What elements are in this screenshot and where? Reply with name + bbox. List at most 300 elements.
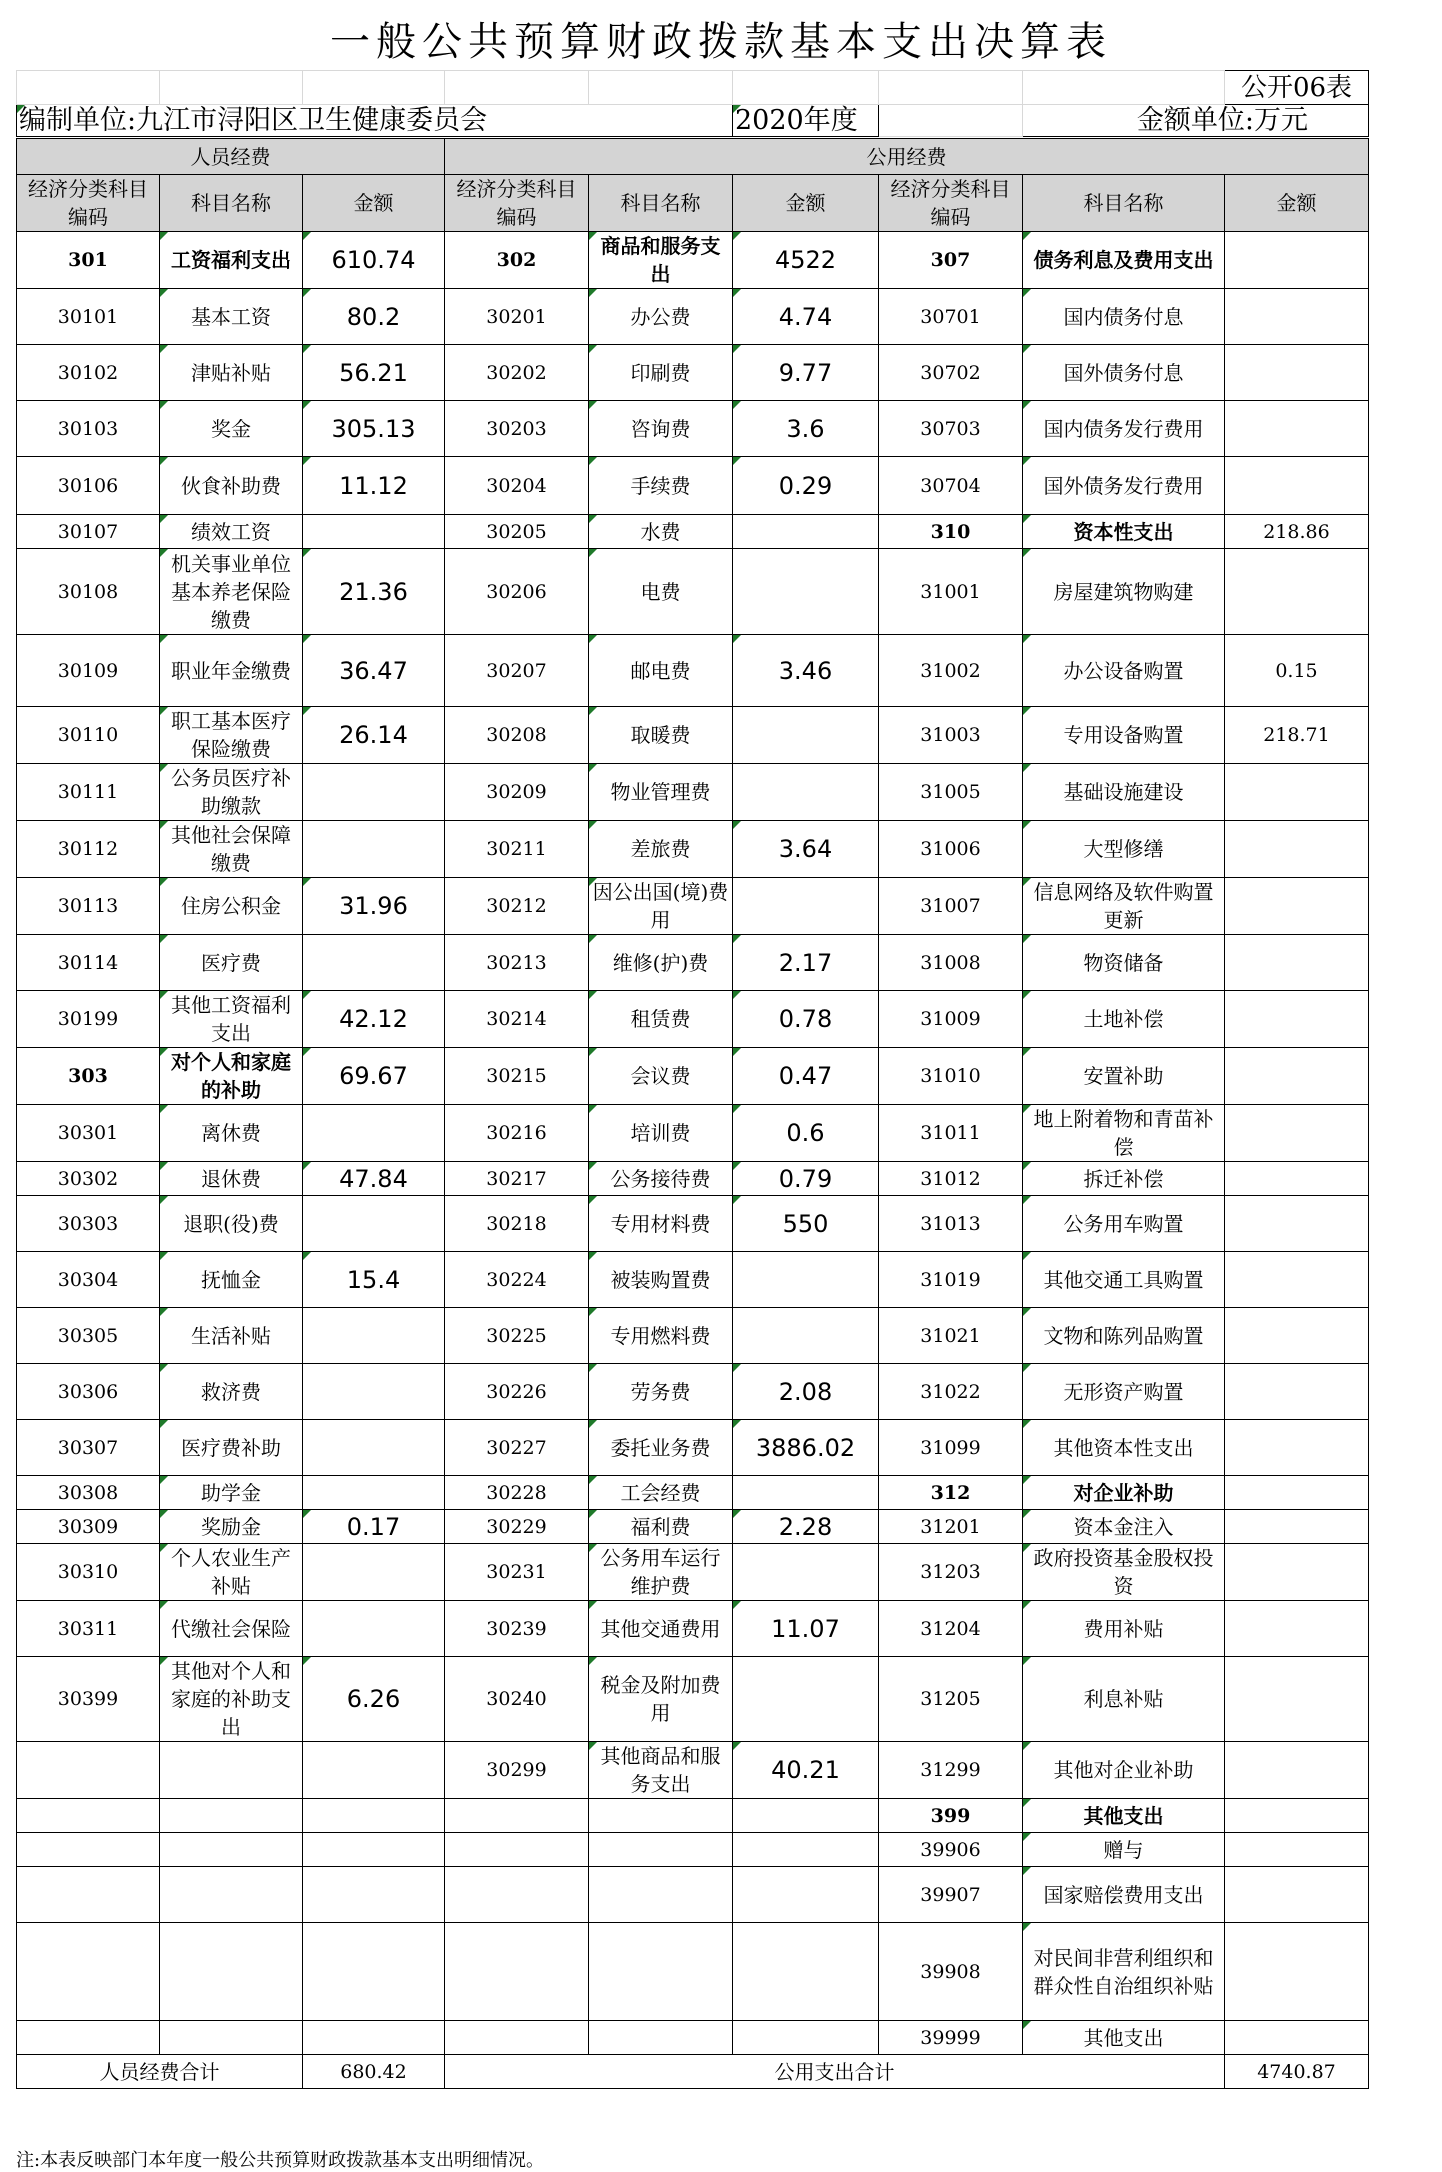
account-name: 对企业补助 [1023, 1476, 1225, 1510]
table-row [17, 232, 1369, 289]
amount: 11.12 [303, 457, 445, 515]
account-name: 赠与 [1023, 1833, 1225, 1867]
amount [303, 764, 445, 821]
amount: 36.47 [303, 635, 445, 707]
account-name: 公务接待费 [589, 1162, 733, 1196]
amount [733, 1476, 879, 1510]
amount [1225, 1252, 1369, 1308]
meta-row-unit [17, 105, 1369, 137]
account-code: 30299 [445, 1742, 589, 1799]
amount [303, 1601, 445, 1657]
account-name [160, 1799, 303, 1833]
table-row [17, 1742, 1369, 1799]
amount [1225, 1867, 1369, 1923]
personnel-total-label: 人员经费合计 [17, 2055, 303, 2089]
amount [733, 1799, 879, 1833]
account-name: 奖励金 [160, 1510, 303, 1544]
account-name: 个人农业生产补贴 [160, 1544, 303, 1601]
amount: 42.12 [303, 991, 445, 1048]
account-name: 基本工资 [160, 289, 303, 345]
account-code: 30228 [445, 1476, 589, 1510]
account-code: 30399 [17, 1657, 160, 1742]
account-name: 地上附着物和青苗补偿 [1023, 1105, 1225, 1162]
account-name: 住房公积金 [160, 878, 303, 935]
amount: 11.07 [733, 1601, 879, 1657]
table-row [17, 401, 1369, 457]
amount [303, 2021, 445, 2055]
amount: 21.36 [303, 549, 445, 635]
table-row [17, 1364, 1369, 1420]
amount: 3.64 [733, 821, 879, 878]
amount: 610.74 [303, 232, 445, 289]
account-name [160, 2021, 303, 2055]
account-code: 30114 [17, 935, 160, 991]
account-code: 30218 [445, 1196, 589, 1252]
account-code: 31008 [879, 935, 1023, 991]
account-code: 30215 [445, 1048, 589, 1105]
account-code: 31011 [879, 1105, 1023, 1162]
account-name: 其他资本性支出 [1023, 1420, 1225, 1476]
amount: 550 [733, 1196, 879, 1252]
account-code: 31203 [879, 1544, 1023, 1601]
account-code: 30704 [879, 457, 1023, 515]
account-code: 30701 [879, 289, 1023, 345]
account-name: 费用补贴 [1023, 1601, 1225, 1657]
account-name: 其他对个人和家庭的补助支出 [160, 1657, 303, 1742]
table-row [17, 1657, 1369, 1742]
account-name: 工会经费 [589, 1476, 733, 1510]
col-header-name: 科目名称 [160, 175, 303, 232]
report-year: 2020年度 [733, 105, 879, 137]
account-name [589, 1799, 733, 1833]
amount: 218.86 [1225, 515, 1369, 549]
amount [303, 1364, 445, 1420]
account-code: 31001 [879, 549, 1023, 635]
expenditure-table [16, 138, 1369, 2089]
account-code: 39906 [879, 1833, 1023, 1867]
account-name: 其他商品和服务支出 [589, 1742, 733, 1799]
account-code: 30213 [445, 935, 589, 991]
unit-label: 编制单位: [19, 104, 137, 136]
account-code: 302 [445, 232, 589, 289]
account-name: 大型修缮 [1023, 821, 1225, 878]
account-code: 30301 [17, 1105, 160, 1162]
amount: 305.13 [303, 401, 445, 457]
account-code [17, 1742, 160, 1799]
account-name: 生活补贴 [160, 1308, 303, 1364]
amount: 3.6 [733, 401, 879, 457]
account-code: 30207 [445, 635, 589, 707]
account-name: 退职(役)费 [160, 1196, 303, 1252]
amount [303, 821, 445, 878]
account-name: 利息补贴 [1023, 1657, 1225, 1742]
amount [1225, 1196, 1369, 1252]
account-name: 手续费 [589, 457, 733, 515]
account-name: 津贴补贴 [160, 345, 303, 401]
account-code: 31006 [879, 821, 1023, 878]
report-title: 一般公共预算财政拨款基本支出决算表 [330, 19, 1112, 65]
amount [1225, 1162, 1369, 1196]
amount: 4.74 [733, 289, 879, 345]
account-name: 伙食补助费 [160, 457, 303, 515]
account-code: 30206 [445, 549, 589, 635]
account-name: 培训费 [589, 1105, 733, 1162]
account-name: 印刷费 [589, 345, 733, 401]
account-name [589, 1923, 733, 2021]
amount [733, 549, 879, 635]
col-header-code: 经济分类科目编码 [445, 175, 589, 232]
account-code: 30106 [17, 457, 160, 515]
table-row [17, 1252, 1369, 1308]
account-code: 30226 [445, 1364, 589, 1420]
amount [733, 1833, 879, 1867]
account-name: 会议费 [589, 1048, 733, 1105]
account-name: 专用燃料费 [589, 1308, 733, 1364]
account-code: 31003 [879, 707, 1023, 764]
amount [733, 764, 879, 821]
account-name: 公务用车运行维护费 [589, 1544, 733, 1601]
amount: 15.4 [303, 1252, 445, 1308]
account-code: 31009 [879, 991, 1023, 1048]
account-name: 国外债务付息 [1023, 345, 1225, 401]
account-name: 邮电费 [589, 635, 733, 707]
table-row [17, 878, 1369, 935]
table-row [17, 1799, 1369, 1833]
account-name [589, 1833, 733, 1867]
account-code [445, 1923, 589, 2021]
account-code: 30112 [17, 821, 160, 878]
account-code: 30311 [17, 1601, 160, 1657]
account-name: 医疗费补助 [160, 1420, 303, 1476]
account-name: 工资福利支出 [160, 232, 303, 289]
account-name: 办公费 [589, 289, 733, 345]
account-name [160, 1867, 303, 1923]
account-name: 租赁费 [589, 991, 733, 1048]
amount: 0.6 [733, 1105, 879, 1162]
footnote: 注:本表反映部门本年度一般公共预算财政拨款基本支出明细情况。 [16, 2150, 545, 2171]
account-name: 福利费 [589, 1510, 733, 1544]
amount [303, 1742, 445, 1799]
account-code: 30302 [17, 1162, 160, 1196]
amount [733, 878, 879, 935]
account-code: 30225 [445, 1308, 589, 1364]
table-row [17, 1833, 1369, 1867]
account-name: 电费 [589, 549, 733, 635]
account-code: 31013 [879, 1196, 1023, 1252]
account-name [160, 1742, 303, 1799]
amount [303, 1105, 445, 1162]
table-row [17, 935, 1369, 991]
amount: 56.21 [303, 345, 445, 401]
amount: 0.15 [1225, 635, 1369, 707]
account-name: 拆迁补偿 [1023, 1162, 1225, 1196]
account-code: 310 [879, 515, 1023, 549]
amount: 40.21 [733, 1742, 879, 1799]
amount [733, 1308, 879, 1364]
account-code: 30202 [445, 345, 589, 401]
account-code: 30199 [17, 991, 160, 1048]
account-name: 国家赔偿费用支出 [1023, 1867, 1225, 1923]
amount [733, 1867, 879, 1923]
amount [1225, 1364, 1369, 1420]
table-row [17, 635, 1369, 707]
account-name: 奖金 [160, 401, 303, 457]
table-row [17, 345, 1369, 401]
table-row [17, 1544, 1369, 1601]
amount: 0.29 [733, 457, 879, 515]
account-code: 30103 [17, 401, 160, 457]
account-name: 救济费 [160, 1364, 303, 1420]
account-name: 其他工资福利支出 [160, 991, 303, 1048]
amount [733, 1923, 879, 2021]
amount: 4522 [733, 232, 879, 289]
account-name: 税金及附加费用 [589, 1657, 733, 1742]
amount: 80.2 [303, 289, 445, 345]
table-row [17, 1420, 1369, 1476]
account-name [589, 2021, 733, 2055]
account-code: 30204 [445, 457, 589, 515]
account-code: 30217 [445, 1162, 589, 1196]
amount [303, 1867, 445, 1923]
account-code: 30205 [445, 515, 589, 549]
account-name: 国内债务付息 [1023, 289, 1225, 345]
amount [733, 707, 879, 764]
account-name: 其他支出 [1023, 1799, 1225, 1833]
account-code: 30305 [17, 1308, 160, 1364]
amount [1225, 1510, 1369, 1544]
account-code: 30309 [17, 1510, 160, 1544]
amount [1225, 2021, 1369, 2055]
account-name: 公务用车购置 [1023, 1196, 1225, 1252]
account-code: 30307 [17, 1420, 160, 1476]
account-code: 31002 [879, 635, 1023, 707]
account-code: 303 [17, 1048, 160, 1105]
account-code: 30303 [17, 1196, 160, 1252]
account-name: 因公出国(境)费用 [589, 878, 733, 935]
amount: 26.14 [303, 707, 445, 764]
amount [1225, 1923, 1369, 2021]
account-code [445, 2021, 589, 2055]
table-row [17, 1923, 1369, 2021]
account-code [17, 1923, 160, 2021]
account-name: 职业年金缴费 [160, 635, 303, 707]
account-code: 31201 [879, 1510, 1023, 1544]
account-code: 31299 [879, 1742, 1023, 1799]
amount [1225, 935, 1369, 991]
account-code: 39907 [879, 1867, 1023, 1923]
account-code: 30229 [445, 1510, 589, 1544]
personnel-total: 680.42 [303, 2055, 445, 2089]
table-row [17, 1867, 1369, 1923]
account-name: 公务员医疗补助缴款 [160, 764, 303, 821]
account-code: 301 [17, 232, 160, 289]
account-code: 30203 [445, 401, 589, 457]
table-row [17, 515, 1369, 549]
account-code: 30108 [17, 549, 160, 635]
amount [1225, 1657, 1369, 1742]
account-name: 代缴社会保险 [160, 1601, 303, 1657]
amount: 0.17 [303, 1510, 445, 1544]
amount [733, 2021, 879, 2055]
account-code: 399 [879, 1799, 1023, 1833]
account-name: 资本金注入 [1023, 1510, 1225, 1544]
account-name: 差旅费 [589, 821, 733, 878]
amount [303, 1308, 445, 1364]
account-code [17, 1833, 160, 1867]
account-code: 31204 [879, 1601, 1023, 1657]
table-row [17, 1048, 1369, 1105]
account-code: 31012 [879, 1162, 1023, 1196]
account-name: 基础设施建设 [1023, 764, 1225, 821]
amount: 218.71 [1225, 707, 1369, 764]
totals-row [17, 2055, 1369, 2089]
account-name: 被装购置费 [589, 1252, 733, 1308]
account-name: 委托业务费 [589, 1420, 733, 1476]
table-row [17, 289, 1369, 345]
account-name: 助学金 [160, 1476, 303, 1510]
account-name: 职工基本医疗保险缴费 [160, 707, 303, 764]
account-name: 资本性支出 [1023, 515, 1225, 549]
account-name: 专用材料费 [589, 1196, 733, 1252]
col-header-name: 科目名称 [589, 175, 733, 232]
col-header-code: 经济分类科目编码 [879, 175, 1023, 232]
account-code: 30102 [17, 345, 160, 401]
amount: 3886.02 [733, 1420, 879, 1476]
account-name: 办公设备购置 [1023, 635, 1225, 707]
account-name: 其他交通工具购置 [1023, 1252, 1225, 1308]
account-code: 30113 [17, 878, 160, 935]
table-row [17, 1162, 1369, 1196]
account-code: 31021 [879, 1308, 1023, 1364]
amount: 9.77 [733, 345, 879, 401]
amount [303, 1923, 445, 2021]
account-code [17, 1799, 160, 1833]
amount [733, 1544, 879, 1601]
amount [1225, 991, 1369, 1048]
amount: 2.28 [733, 1510, 879, 1544]
table-row [17, 1476, 1369, 1510]
account-code: 31019 [879, 1252, 1023, 1308]
amount [1225, 878, 1369, 935]
account-code: 39908 [879, 1923, 1023, 2021]
account-code: 30211 [445, 821, 589, 878]
account-code: 31099 [879, 1420, 1023, 1476]
account-name: 国外债务发行费用 [1023, 457, 1225, 515]
meta-row-form [17, 71, 1369, 105]
account-name: 国内债务发行费用 [1023, 401, 1225, 457]
account-name: 商品和服务支出 [589, 232, 733, 289]
account-code: 30109 [17, 635, 160, 707]
account-name [589, 1867, 733, 1923]
account-code: 30308 [17, 1476, 160, 1510]
account-name: 维修(护)费 [589, 935, 733, 991]
amount [1225, 1833, 1369, 1867]
table-row [17, 1601, 1369, 1657]
amount [1225, 289, 1369, 345]
section-header-row [17, 139, 1369, 175]
section-public: 公用经费 [445, 139, 1369, 175]
unit-name: 九江市浔阳区卫生健康委员会 [136, 104, 488, 136]
amount [1225, 1799, 1369, 1833]
account-code: 30208 [445, 707, 589, 764]
account-name: 物资储备 [1023, 935, 1225, 991]
amount [1225, 1105, 1369, 1162]
account-name: 其他交通费用 [589, 1601, 733, 1657]
account-code: 30239 [445, 1601, 589, 1657]
meta-table [16, 70, 1369, 137]
table-row [17, 991, 1369, 1048]
amount [733, 1657, 879, 1742]
account-name: 退休费 [160, 1162, 303, 1196]
col-header-name: 科目名称 [1023, 175, 1225, 232]
account-code: 30702 [879, 345, 1023, 401]
account-code: 31022 [879, 1364, 1023, 1420]
account-name: 对民间非营利组织和群众性自治组织补贴 [1023, 1923, 1225, 2021]
public-total: 4740.87 [1225, 2055, 1369, 2089]
account-name: 对个人和家庭的补助 [160, 1048, 303, 1105]
account-name: 房屋建筑物购建 [1023, 549, 1225, 635]
account-name: 其他支出 [1023, 2021, 1225, 2055]
table-row [17, 764, 1369, 821]
account-code: 30227 [445, 1420, 589, 1476]
amount [1225, 1420, 1369, 1476]
amount [1225, 1476, 1369, 1510]
account-code: 30224 [445, 1252, 589, 1308]
col-header-amount: 金额 [733, 175, 879, 232]
account-name: 政府投资基金股权投资 [1023, 1544, 1225, 1601]
account-code: 30212 [445, 878, 589, 935]
amount: 47.84 [303, 1162, 445, 1196]
amount [1225, 1308, 1369, 1364]
amount [1225, 401, 1369, 457]
account-code: 30306 [17, 1364, 160, 1420]
account-code: 30214 [445, 991, 589, 1048]
amount [303, 1833, 445, 1867]
table-row [17, 1196, 1369, 1252]
amount: 0.47 [733, 1048, 879, 1105]
amount [303, 1544, 445, 1601]
account-name: 文物和陈列品购置 [1023, 1308, 1225, 1364]
amount: 2.08 [733, 1364, 879, 1420]
amount: 2.17 [733, 935, 879, 991]
amount [1225, 1544, 1369, 1601]
account-code: 31007 [879, 878, 1023, 935]
account-code: 30209 [445, 764, 589, 821]
table-row [17, 2021, 1369, 2055]
account-code: 30240 [445, 1657, 589, 1742]
amount [733, 515, 879, 549]
account-code: 30216 [445, 1105, 589, 1162]
account-name: 机关事业单位基本养老保险缴费 [160, 549, 303, 635]
amount [1225, 345, 1369, 401]
amount [303, 515, 445, 549]
table-row [17, 707, 1369, 764]
account-code: 31005 [879, 764, 1023, 821]
amount [303, 1196, 445, 1252]
amount: 3.46 [733, 635, 879, 707]
amount: 69.67 [303, 1048, 445, 1105]
col-header-code: 经济分类科目编码 [17, 175, 160, 232]
form-number: 公开06表 [1225, 71, 1369, 105]
public-total-label: 公用支出合计 [445, 2055, 1225, 2089]
account-code: 31205 [879, 1657, 1023, 1742]
table-row [17, 821, 1369, 878]
account-name: 土地补偿 [1023, 991, 1225, 1048]
account-code [445, 1799, 589, 1833]
table-row [17, 457, 1369, 515]
amount [1225, 457, 1369, 515]
account-code: 307 [879, 232, 1023, 289]
